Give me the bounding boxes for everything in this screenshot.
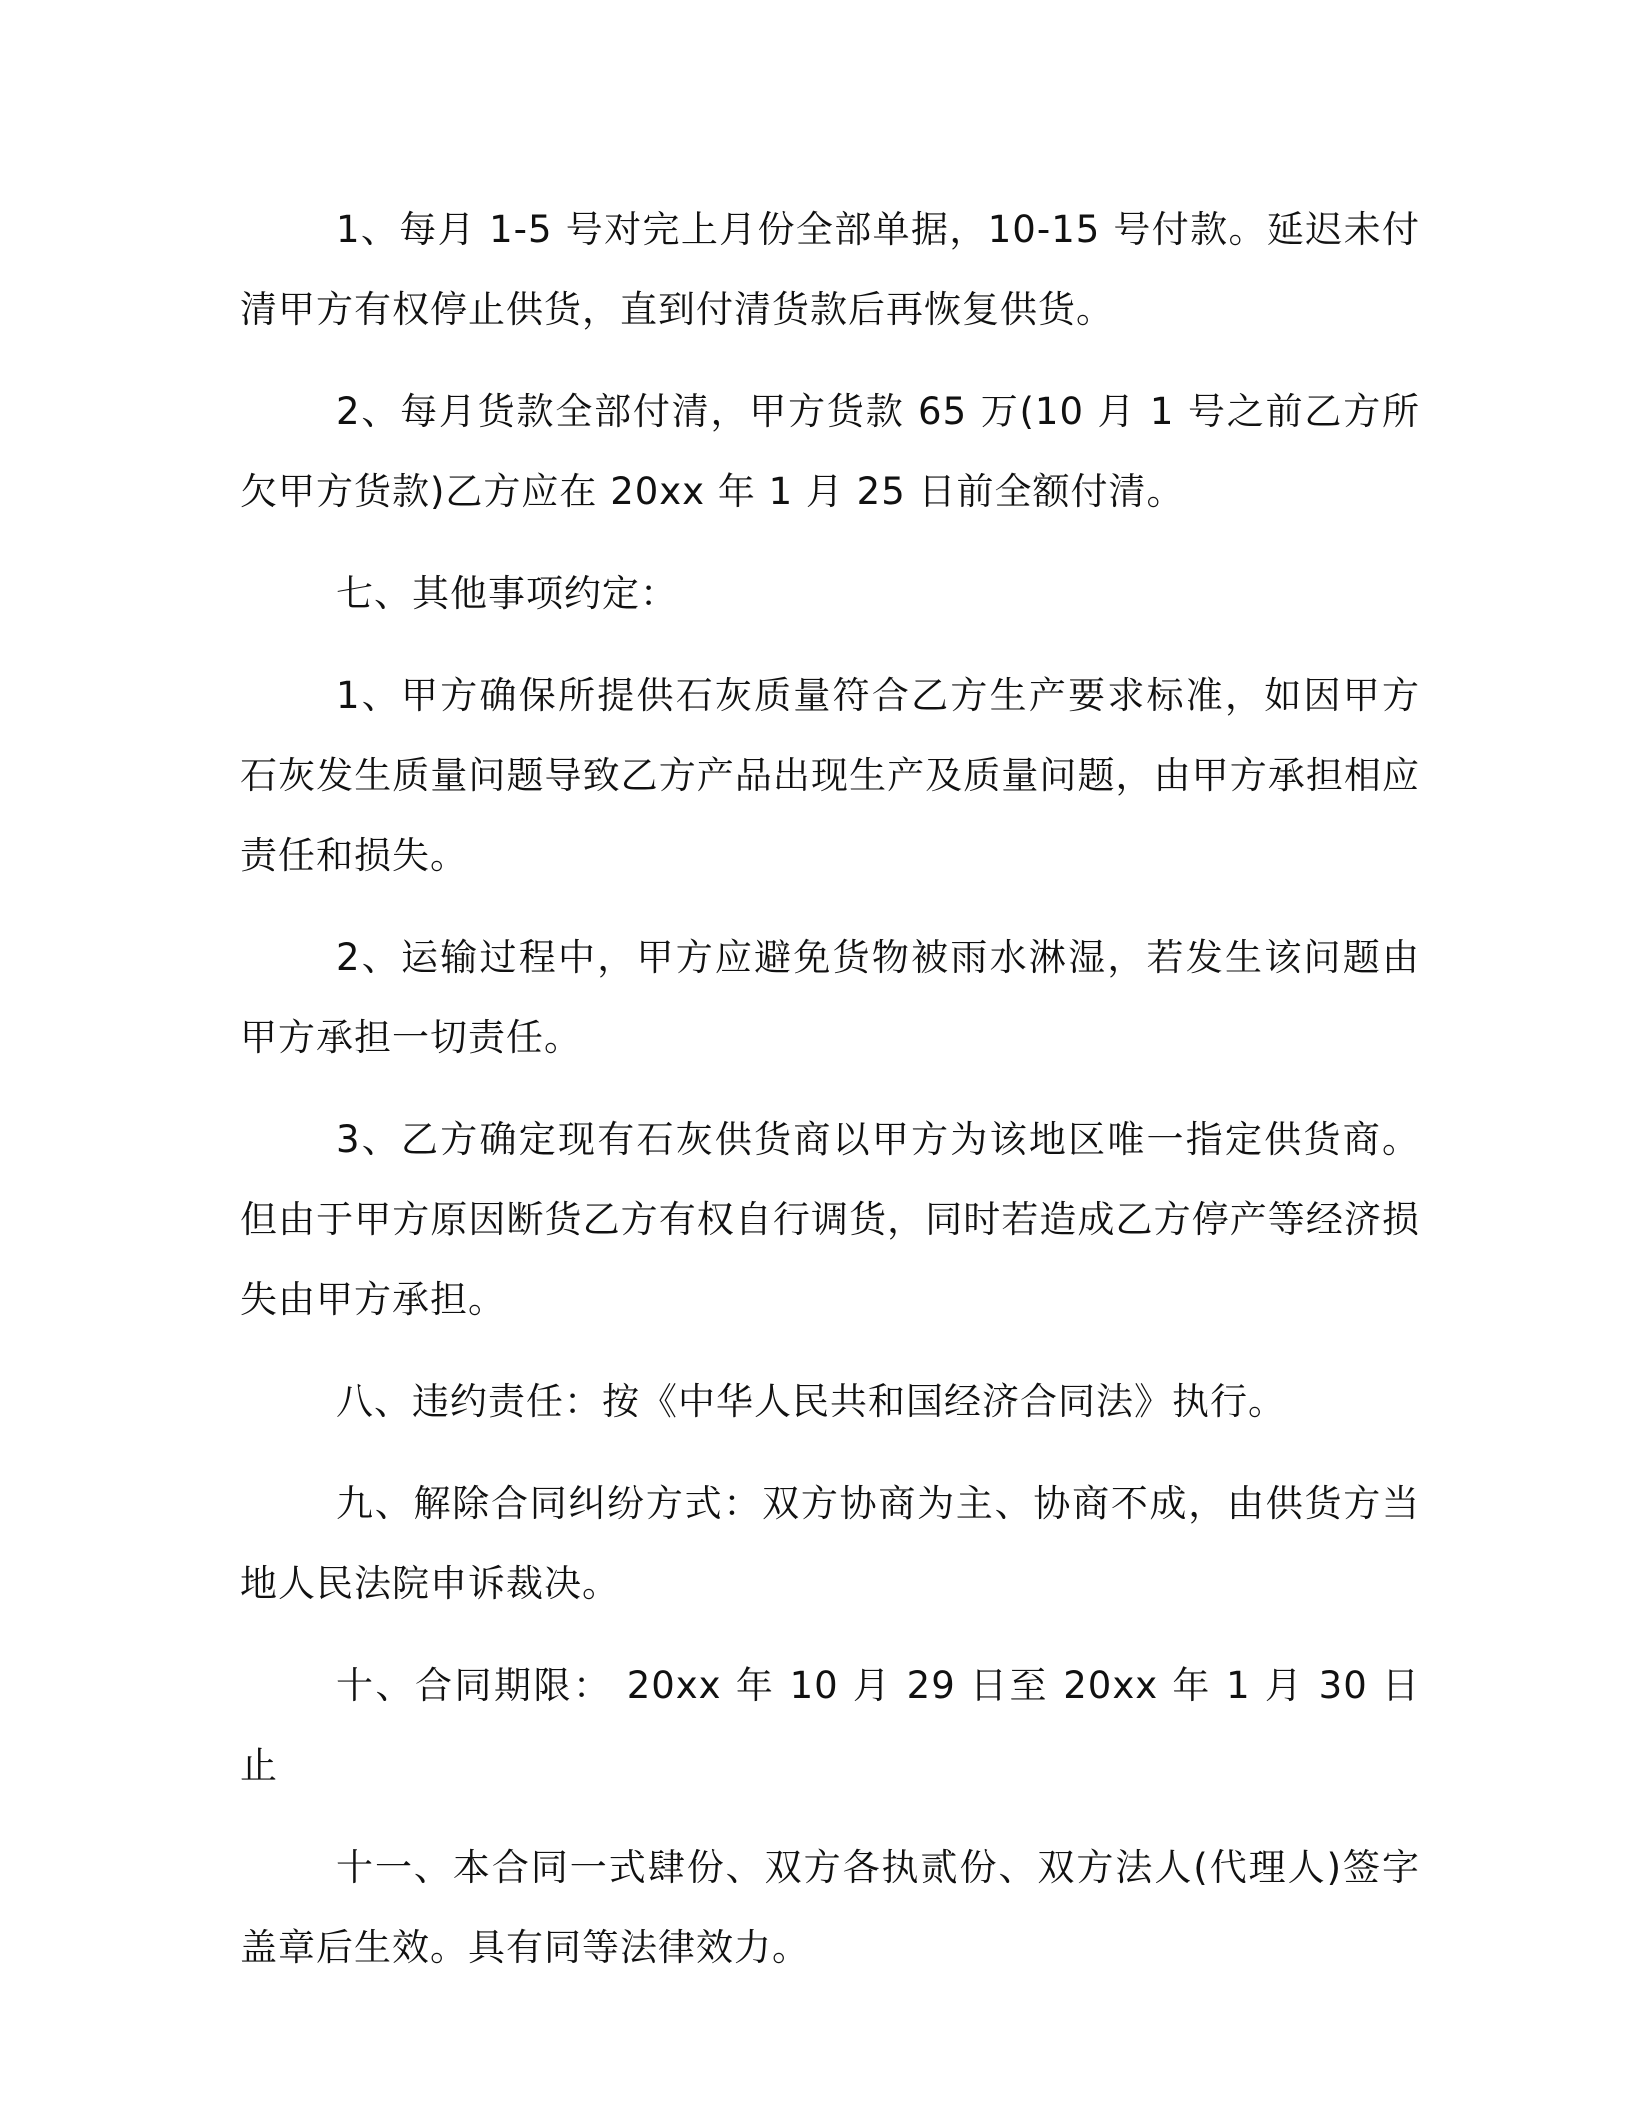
payment-clause-2: 2、每月货款全部付清，甲方货款 65 万(10 月 1 号之前乙方所欠甲方货款)乙方应在 20xx 年 1 月 25 日前全额付清。 (240, 390, 1420, 513)
section-heading-other-matters: 七、其他事项约定： (336, 572, 678, 615)
section-contract-term: 十、合同期限： 20xx 年 10 月 29 日至 20xx 年 1 月 30 日止 (240, 1664, 1420, 1787)
document-page (240, 190, 1420, 2010)
section-dispute-resolution: 九、解除合同纠纷方式：双方协商为主、协商不成，由供货方当地人民法院申诉裁决。 (240, 1482, 1420, 1605)
section-copies-effectiveness: 十一、本合同一式肆份、双方各执贰份、双方法人(代理人)签字盖章后生效。具有同等法律效力。 (240, 1846, 1420, 1969)
section-breach-liability: 八、违约责任：按《中华人民共和国经济合同法》执行。 (336, 1380, 1286, 1423)
other-matters-clause-1: 1、甲方确保所提供石灰质量符合乙方生产要求标准，如因甲方石灰发生质量问题导致乙方产品出现生产及质量问题，由甲方承担相应责任和损失。 (240, 674, 1420, 877)
other-matters-clause-2: 2、运输过程中，甲方应避免货物被雨水淋湿，若发生该问题由甲方承担一切责任。 (240, 936, 1420, 1059)
payment-clause-1: 1、每月 1-5 号对完上月份全部单据，10-15 号付款。延迟未付清甲方有权停止供货，直到付清货款后再恢复供货。 (240, 208, 1420, 331)
other-matters-clause-3: 3、乙方确定现有石灰供货商以甲方为该地区唯一指定供货商。但由于甲方原因断货乙方有权自行调货，同时若造成乙方停产等经济损失由甲方承担。 (240, 1118, 1420, 1321)
